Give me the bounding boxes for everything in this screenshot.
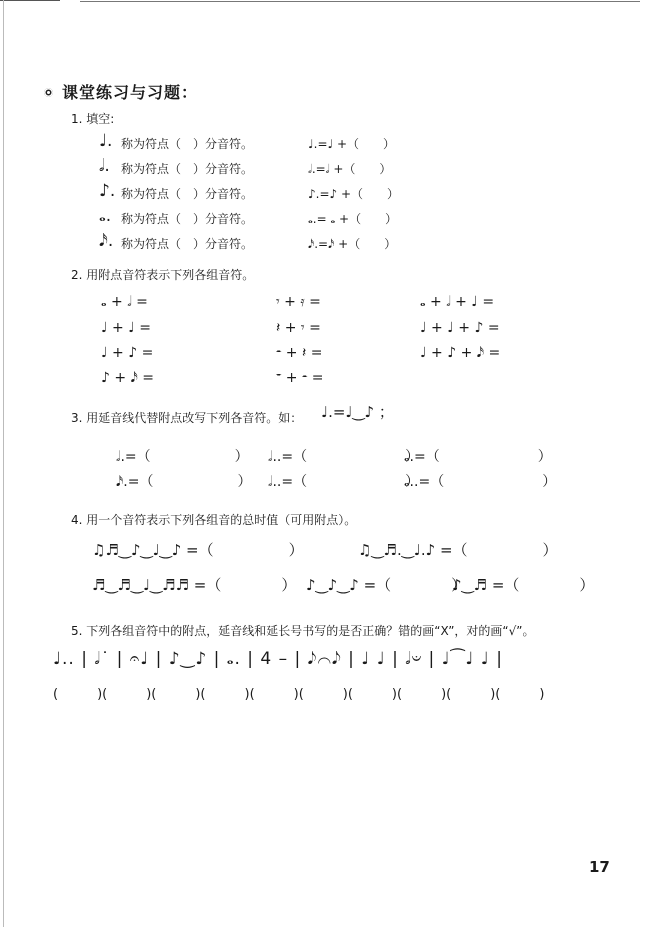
q2-item: 𝄾 + 𝄿 = xyxy=(276,294,321,310)
q5-answer-blanks: ( )( )( )( )( )( )( )( )( )( ) xyxy=(53,687,545,702)
q2-item: ♩ + ♩ + ♪ = xyxy=(420,320,500,336)
q3-item: 𝅗𝅥.=（ ） xyxy=(116,449,249,465)
q2-item: ♪ + 𝅘𝅥𝅯 = xyxy=(101,370,155,386)
q3-example: ♩.=♩‿♪ ； xyxy=(321,403,394,421)
q1-title: 1. 填空: xyxy=(71,112,115,126)
q2-item: 𝄼 + 𝄽 = xyxy=(276,345,323,361)
q2-item: 𝅝 + 𝅗𝅥 = xyxy=(101,294,148,310)
q1-row-note: 𝅗𝅥. xyxy=(99,156,110,176)
q3-item: 𝅘𝅥𝅯.=（ ） xyxy=(116,474,252,490)
q3-item: 𝅝.=（ ） xyxy=(404,449,552,465)
q1-row-note: ♪. xyxy=(99,181,116,201)
page-number: 17 xyxy=(589,858,610,876)
q1-row-note: 𝅘𝅥𝅯. xyxy=(99,231,114,251)
q1-row-text: 称为符点（ ）分音符。 xyxy=(121,137,254,151)
q1-row-note: ♩. xyxy=(99,131,113,151)
q4-item: ♬‿♬‿♩‿♬♬ =（ ） xyxy=(92,576,297,594)
page-edge xyxy=(3,0,4,927)
bullet-icon xyxy=(44,88,53,97)
q2-item: ♩ + ♪ + 𝅘𝅥𝅯 = xyxy=(420,345,501,361)
q2-item: ♩ + ♪ = xyxy=(101,345,154,361)
q2-title: 2. 用附点音符表示下列各组音符。 xyxy=(71,268,255,282)
top-rule xyxy=(0,0,656,3)
q1-row-text: 称为符点（ ）分音符。 xyxy=(121,212,254,226)
q1-row-text: 称为符点（ ）分音符。 xyxy=(121,237,254,251)
q3-item: 𝅗𝅥..=（ ） xyxy=(268,449,420,465)
q5-notation: ♩.. | 𝅗𝅥˙ | 𝄐♩ | ♪‿♪ | 𝅝. | 4 – | 𝅘𝅥𝅮⌒𝅘𝅥𝅮 | ♩ ♩ | 𝅗𝅥𝄑 | ♩⁀♩ ♩ | xyxy=(53,649,503,669)
q2-item: 𝄻 + 𝄼 = xyxy=(276,370,324,386)
section-heading: 课堂练习与习题： xyxy=(62,83,199,102)
q1-row-text: 称为符点（ ）分音符。 xyxy=(121,187,254,201)
q4-item: ♫♬‿♪‿♩‿♪ =（ ） xyxy=(92,541,304,559)
q1-row-equation: 𝅘𝅥𝅯.=𝅘𝅥𝅯 +（ ） xyxy=(308,237,397,251)
q3-item: 𝅝..=（ ） xyxy=(404,474,557,490)
q1-row-equation: 𝅗𝅥.=𝅗𝅥 +（ ） xyxy=(308,162,392,176)
q1-row-text: 称为符点（ ）分音符。 xyxy=(121,162,254,176)
q4-title: 4. 用一个音符表示下列各组音的总时值（可用附点）。 xyxy=(71,513,357,527)
q4-item: ♪‿♪‿♪ =（ ） xyxy=(306,576,467,594)
q4-item: ♫‿♬.‿♩.♪ =（ ） xyxy=(358,541,558,559)
q4-item: ♪‿♬ =（ ） xyxy=(452,576,595,594)
q2-item: 𝄽 + 𝄾 = xyxy=(276,320,321,336)
q3-title: 3. 用延音线代替附点改写下列各音符。如： xyxy=(71,411,303,425)
q1-row-equation: 𝅝.= 𝅝 +（ ） xyxy=(308,212,398,226)
q5-title: 5. 下列各组音符中的附点，延音线和延长号书写的是否正确？错的画“X”，对的画“√”。 xyxy=(71,624,535,638)
q2-item: 𝅝 + 𝅗𝅥 + ♩ = xyxy=(420,294,495,310)
q3-item: 𝅗𝅥..=（ ） xyxy=(268,474,420,490)
q1-row-equation: ♩.=♩ +（ ） xyxy=(308,137,396,151)
q1-row-equation: ♪.=♪ +（ ） xyxy=(308,187,400,201)
q2-item: ♩ + ♩ = xyxy=(101,320,152,336)
q1-row-note: 𝅝. xyxy=(99,206,112,226)
